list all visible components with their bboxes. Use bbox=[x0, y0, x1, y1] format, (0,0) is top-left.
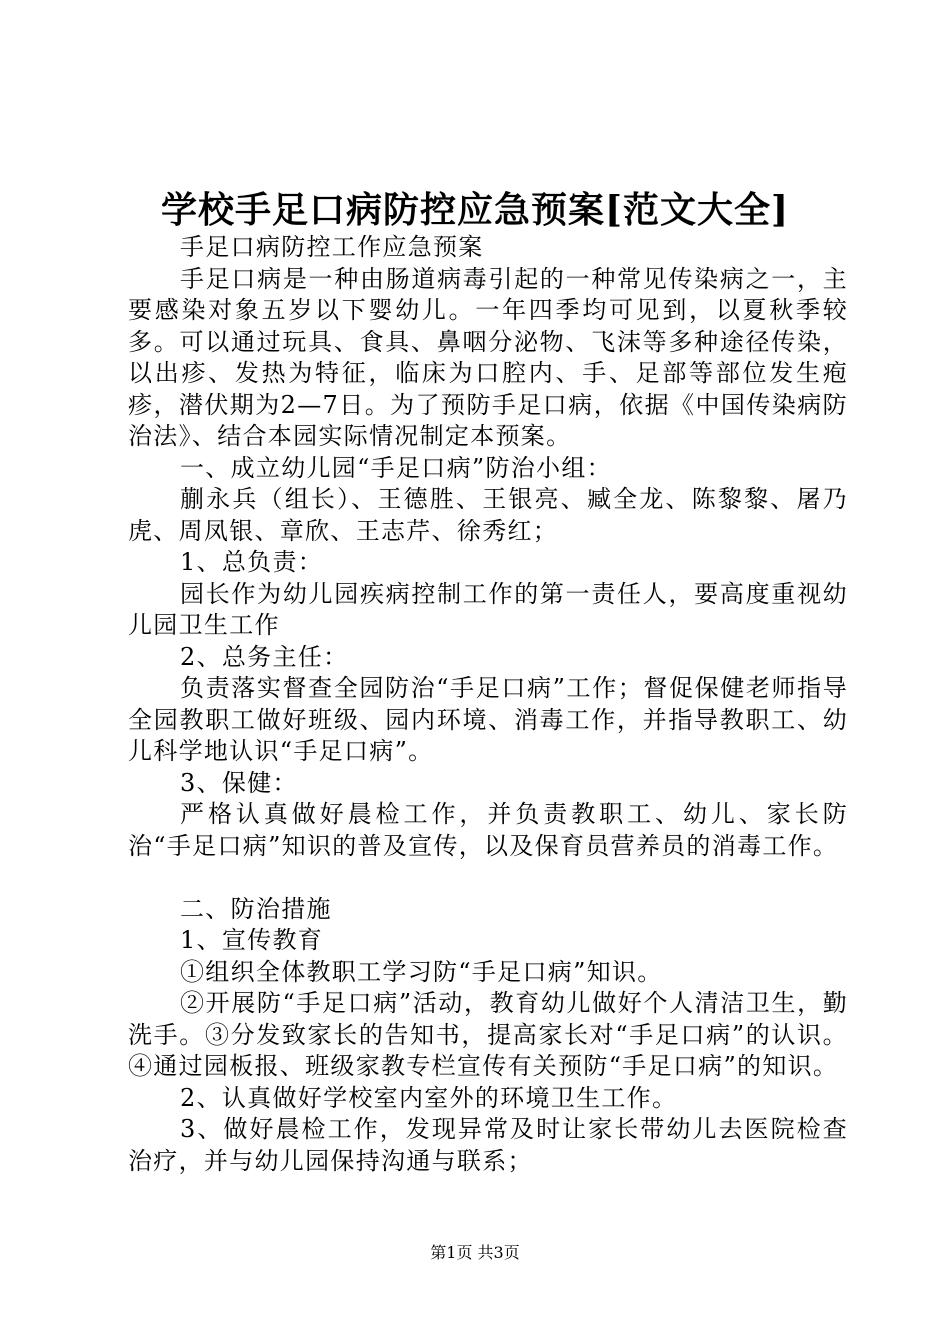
body-paragraph: ①组织全体教职工学习防“手足口病”知识。 bbox=[180, 957, 663, 986]
body-paragraph: 2、认真做好学校室内室外的环境卫生工作。 bbox=[180, 1083, 678, 1112]
document-body bbox=[128, 232, 848, 1177]
subtitle-paragraph: 手足口病防控工作应急预案 bbox=[180, 233, 484, 261]
body-paragraph: ②开展防“手足口病”活动，教育幼儿做好个人清洁卫生，勤洗手。③分发致家长的告知书，提高家长对“手足口病”的认识。④通过园板报、班级家教专栏宣传有关预防“手足口病”的知识。 bbox=[128, 989, 848, 1080]
intro-paragraph: 手足口病是一种由肠道病毒引起的一种常见传染病之一，主要感染对象五岁以下婴幼儿。一年四季均可见到，以夏秋季较多。可以通过玩具、食具、鼻咽分泌物、飞沫等多种途径传染，以出疹、发热为特征，临床为口腔内、手、足部等部位发生疱疹，潜伏期为2—7日。为了预防手足口病，依据《中国传染病防治法》、结合本园实际情况制定本预案。 bbox=[128, 264, 848, 450]
section-heading: 二、防治措施 bbox=[180, 894, 332, 923]
body-paragraph: 严格认真做好晨检工作，并负责教职工、幼儿、家长防治“手足口病”知识的普及宣传，以及保育员营养员的消毒工作。 bbox=[128, 800, 848, 860]
member-list-paragraph: 蒯永兵（组长）、王德胜、王银亮、臧全龙、陈黎黎、屠乃虎、周凤银、章欣、王志芹、徐秀红； bbox=[128, 485, 848, 545]
blank-line bbox=[128, 862, 848, 894]
body-paragraph: 3、做好晨检工作，发现异常及时让家长带幼儿去医院检查治疗，并与幼儿园保持沟通与联系； bbox=[128, 1115, 848, 1175]
document-title: 学校手足口病防控应急预案[范文大全] bbox=[160, 189, 790, 231]
subheading: 1、宣传教育 bbox=[180, 926, 324, 954]
subheading: 2、总务主任： bbox=[180, 642, 349, 671]
section-heading: 一、成立幼儿园“手足口病”防治小组： bbox=[180, 453, 612, 482]
page-footer: 第1页 共3页 bbox=[430, 1243, 520, 1262]
body-paragraph: 负责落实督查全园防治“手足口病”工作；督促保健老师指导全园教职工做好班级、园内环境、消毒工作，并指导教职工、幼儿科学地认识“手足口病”。 bbox=[128, 674, 848, 765]
subheading: 1、总负责： bbox=[180, 548, 324, 576]
body-paragraph: 园长作为幼儿园疾病控制工作的第一责任人，要高度重视幼儿园卫生工作 bbox=[128, 579, 848, 639]
subheading: 3、保健： bbox=[180, 768, 298, 797]
